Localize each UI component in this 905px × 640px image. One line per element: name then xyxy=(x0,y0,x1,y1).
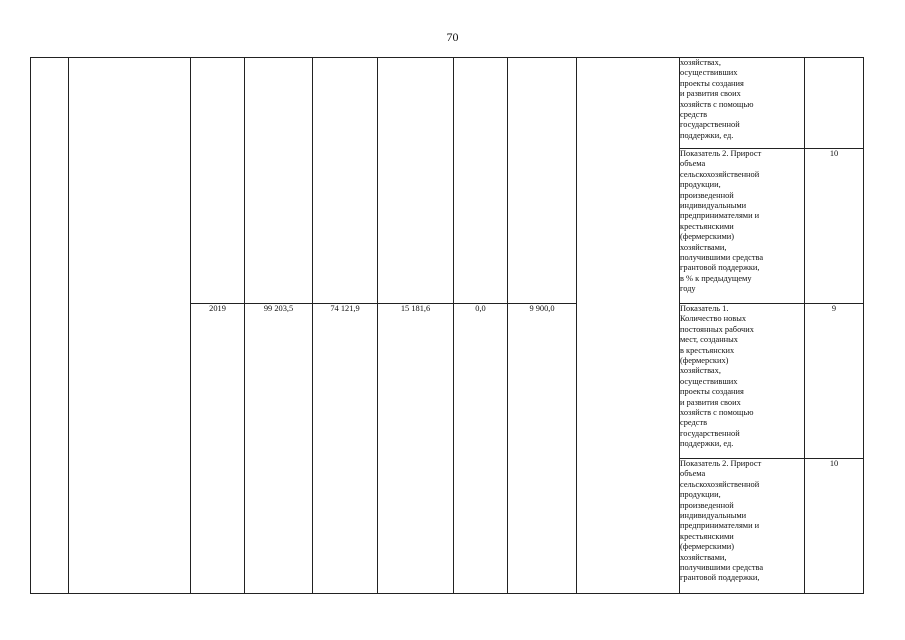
regional-budget-cell: 15 181,6 xyxy=(378,304,454,594)
total-cell xyxy=(245,58,313,304)
page-number: 70 xyxy=(446,30,459,44)
federal-budget-cell xyxy=(313,58,378,304)
program-financing-table xyxy=(30,57,864,594)
number-cell xyxy=(31,58,69,594)
target-value-cell: 10 xyxy=(805,459,864,594)
table-row xyxy=(31,58,864,149)
indicator-1-continuation: хозяйствах, осуществивших проекты создания и развития своих хозяйств с помощью средств государственной поддержки, ед. xyxy=(680,58,805,149)
year-cell: 2019 xyxy=(191,304,245,594)
extra-budget-cell xyxy=(508,58,577,304)
target-value-cell xyxy=(805,58,864,149)
executor-cell xyxy=(577,58,680,594)
local-budget-cell xyxy=(454,58,508,304)
target-value-cell: 10 xyxy=(805,149,864,304)
year-cell xyxy=(191,58,245,304)
extra-budget-cell: 9 900,0 xyxy=(508,304,577,594)
regional-budget-cell xyxy=(378,58,454,304)
federal-budget-cell: 74 121,9 xyxy=(313,304,378,594)
total-cell: 99 203,5 xyxy=(245,304,313,594)
target-value-cell: 9 xyxy=(805,304,864,459)
indicator-2-text: Показатель 2. Прирост объема сельскохозяйственной продукции, произведенной индивидуальными предпринимателями и крестьянскими (фермерскими) хозяйствами, получившими средства грантовой поддержки, в % к предыдущему году xyxy=(680,149,805,304)
indicator-1-text: Показатель 1. Количество новых постоянных рабочих мест, созданных в крестьянских (фермерских) хозяйствах, осуществивших проекты создания и развития своих хозяйств с помощью средств государственной поддержки, ед. xyxy=(680,304,805,459)
indicator-2-text: Показатель 2. Прирост объема сельскохозяйственной продукции, произведенной индивидуальными предпринимателями и крестьянскими (фермерскими) хозяйствами, получившими средства грантовой поддержки, xyxy=(680,459,805,594)
local-budget-cell: 0,0 xyxy=(454,304,508,594)
measure-name-cell xyxy=(69,58,191,594)
